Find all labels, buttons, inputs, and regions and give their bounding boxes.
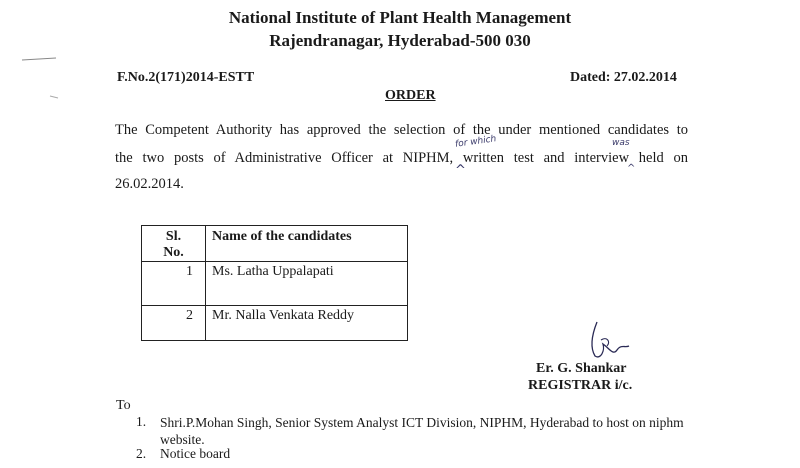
body-line-2: the two posts of Administrative Officer at NIPHM, written test and interview held on bbox=[115, 150, 688, 166]
body-line-3: 26.02.2014. bbox=[115, 176, 184, 192]
distribution-item-text: Shri.P.Mohan Singh, Senior System Analyst ICT Division, NIPHM, Hyderabad to host on niphm website. bbox=[160, 415, 684, 447]
header-candidate-name-label: Name of the candidates bbox=[212, 229, 352, 244]
distribution-item-text: Notice board bbox=[160, 446, 231, 461]
order-title: ORDER bbox=[385, 88, 436, 103]
candidates-table bbox=[141, 225, 408, 341]
table-header-row bbox=[142, 226, 408, 262]
insertion-caret-1: ^ bbox=[455, 163, 466, 178]
header-sl-no-label: Sl. No. bbox=[163, 229, 184, 260]
to-label: To bbox=[116, 398, 131, 413]
distribution-item-number: 1. bbox=[136, 414, 147, 429]
body-line-1: The Competent Authority has approved the selection of the under mentioned candidates to bbox=[115, 122, 688, 138]
header-sl-no bbox=[142, 226, 206, 262]
organization-address: Rajendranagar, Hyderabad-500 030 bbox=[269, 31, 531, 50]
handwritten-insertion-2: was bbox=[612, 138, 630, 148]
table-row bbox=[142, 262, 408, 306]
row-sl-no: 1 bbox=[142, 262, 206, 306]
header-candidate-name bbox=[206, 226, 408, 262]
handwritten-signature bbox=[583, 318, 633, 363]
row-candidate-name: Mr. Nalla Venkata Reddy bbox=[206, 306, 408, 341]
signatory-designation: REGISTRAR i/c. bbox=[528, 378, 633, 393]
handwritten-insertion-1: for which bbox=[454, 134, 497, 150]
margin-scribble-mark bbox=[20, 52, 60, 102]
organization-name: National Institute of Plant Health Management bbox=[228, 8, 572, 27]
row-sl-no: 2 bbox=[142, 306, 206, 341]
signatory-name: Er. G. Shankar bbox=[536, 361, 627, 376]
row-candidate-name: Ms. Latha Uppalapati bbox=[206, 262, 408, 306]
insertion-caret-2: ^ bbox=[627, 163, 636, 174]
distribution-item-number: 2. bbox=[136, 446, 147, 461]
table-row bbox=[142, 306, 408, 341]
date-line: Dated: 27.02.2014 bbox=[570, 70, 677, 85]
file-number: F.No.2(171)2014-ESTT bbox=[117, 70, 255, 85]
